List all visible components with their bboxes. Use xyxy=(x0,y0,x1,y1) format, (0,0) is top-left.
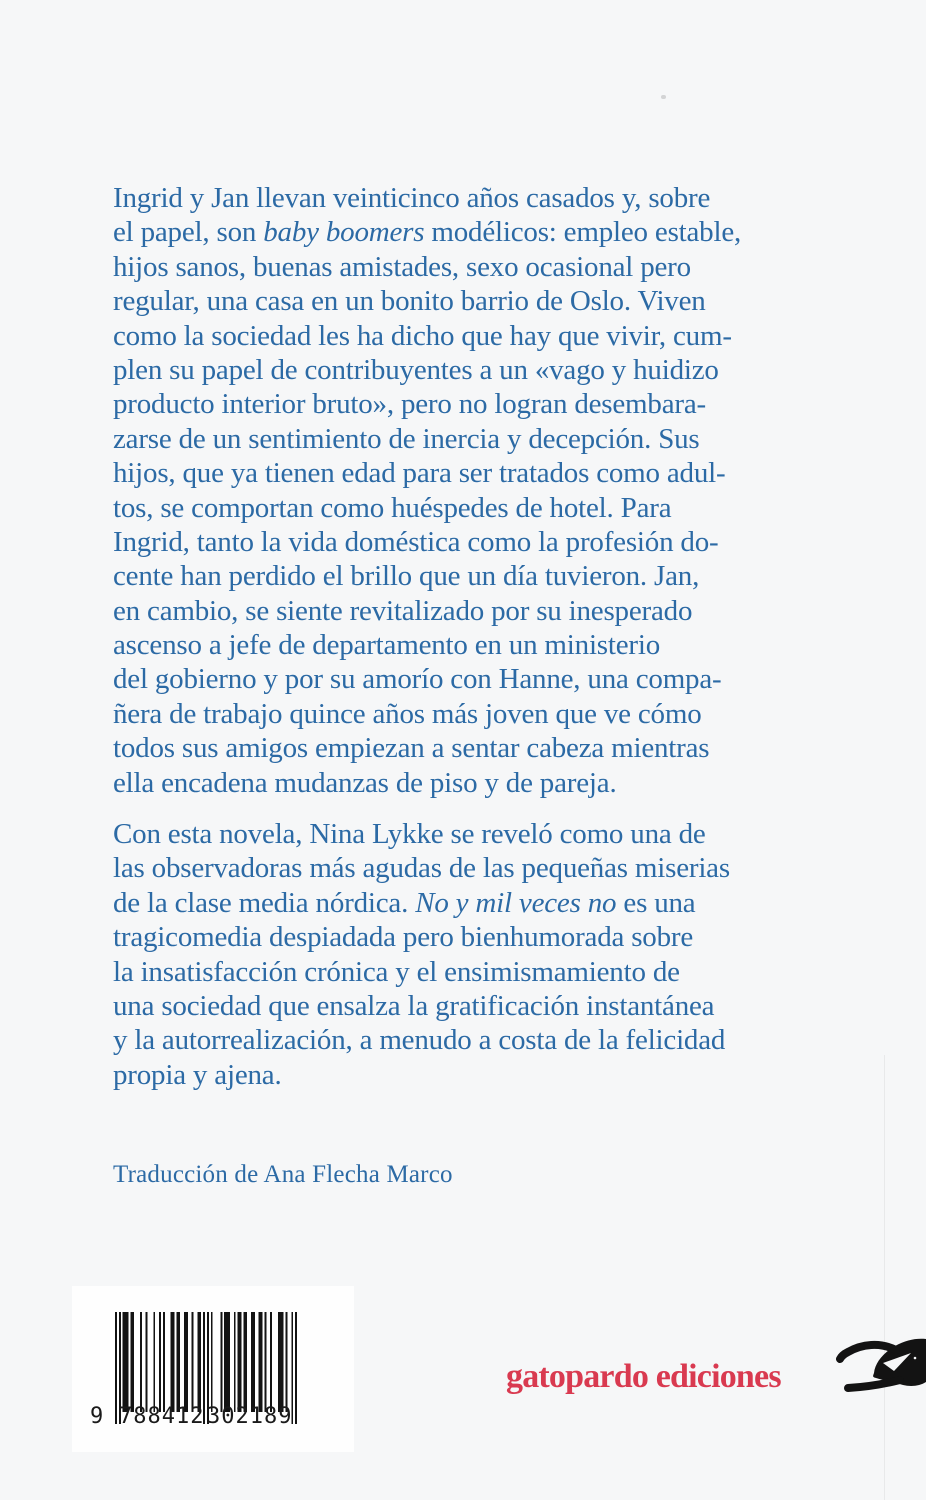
synopsis-line: producto interior bruto», pero no logran desembara- xyxy=(113,388,706,421)
barcode-digits-group2: 302189 xyxy=(207,1404,293,1429)
synopsis-line: la insatisfacción crónica y el ensimismamiento de xyxy=(113,955,680,988)
synopsis-line: regular, una casa en un bonito barrio de Oslo. Viven xyxy=(113,285,706,318)
gatopardo-cat-logo xyxy=(836,1330,926,1410)
cover-crease-line xyxy=(884,1055,885,1500)
barcode-digits-group1: 788412 xyxy=(119,1404,205,1429)
publisher-name: gatopardo ediciones xyxy=(506,1358,781,1395)
synopsis-line: Ingrid, tanto la vida doméstica como la profesión do- xyxy=(113,525,719,558)
translator-credit: Traducción de Ana Flecha Marco xyxy=(113,1161,453,1188)
synopsis-line: en cambio, se siente revitalizado por su inesperado xyxy=(113,594,693,627)
synopsis-line: una sociedad que ensalza la gratificación instantánea xyxy=(113,989,715,1022)
synopsis-line: hijos, que ya tienen edad para ser tratados como adul- xyxy=(113,457,726,490)
synopsis-line: ella encadena mudanzas de piso y de pareja. xyxy=(113,766,617,799)
synopsis-line: hijos sanos, buenas amistades, sexo ocasional pero xyxy=(113,250,691,283)
synopsis-line: propia y ajena. xyxy=(113,1058,282,1091)
dust-speck xyxy=(661,95,666,99)
barcode-digit-first: 9 xyxy=(90,1404,105,1429)
synopsis-line: de la clase media nórdica. No y mil veces no es una xyxy=(113,886,696,919)
synopsis-line: Con esta novela, Nina Lykke se reveló como una de xyxy=(113,818,706,851)
synopsis-line: tos, se comportan como huéspedes de hotel. Para xyxy=(113,491,672,524)
synopsis-line: y la autorrealización, a menudo a costa de la felicidad xyxy=(113,1024,726,1057)
synopsis-line: las observadoras más agudas de las pequeñas miserias xyxy=(113,852,730,885)
synopsis xyxy=(113,181,873,1092)
synopsis-line: plen su papel de contribuyentes a un «vago y huidizo xyxy=(113,353,719,386)
synopsis-line: todos sus amigos empiezan a sentar cabeza mientras xyxy=(113,732,710,765)
synopsis-line: ñera de trabajo quince años más joven que ve cómo xyxy=(113,697,702,730)
synopsis-line: el papel, son baby boomers modélicos: empleo estable, xyxy=(113,216,742,249)
synopsis-line: Ingrid y Jan llevan veinticinco años casados y, sobre xyxy=(113,182,711,214)
synopsis-line: del gobierno y por su amorío con Hanne, una compa- xyxy=(113,663,722,696)
synopsis-line: zarse de un sentimiento de inercia y decepción. Sus xyxy=(113,422,700,455)
synopsis-line: tragicomedia despiadada pero bienhumorada sobre xyxy=(113,921,694,954)
synopsis-line: ascenso a jefe de departamento en un ministerio xyxy=(113,629,661,662)
synopsis-line: como la sociedad les ha dicho que hay que vivir, cum- xyxy=(113,319,732,352)
synopsis-paragraph-2 xyxy=(113,817,873,1092)
synopsis-line: cente han perdido el brillo que un día tuvieron. Jan, xyxy=(113,560,700,593)
synopsis-paragraph-1 xyxy=(113,181,873,800)
